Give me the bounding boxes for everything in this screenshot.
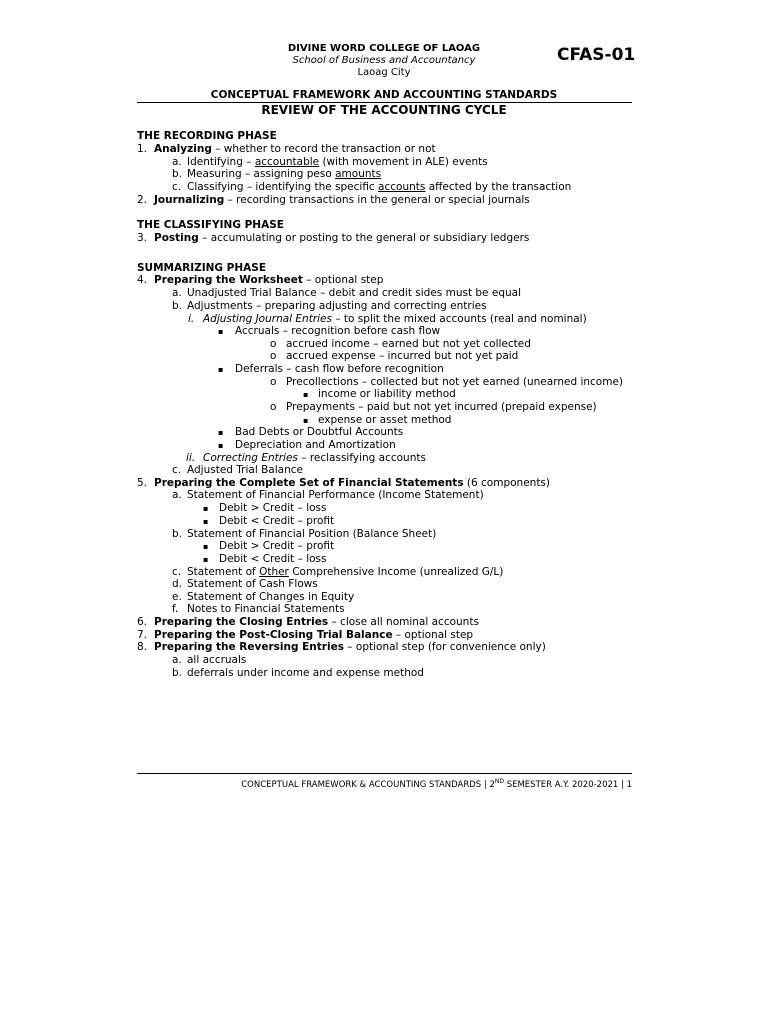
list-item-closing-entries	[137, 616, 637, 629]
classifying-phase-heading: THE CLASSIFYING PHASE	[137, 219, 284, 231]
item-text: Bad Debts or Doubtful Accounts	[235, 426, 404, 438]
item-text: Measuring – assigning peso	[187, 168, 336, 180]
item-number: 1.	[137, 143, 148, 155]
bullet-circle-icon: o	[270, 350, 277, 362]
underlined-term: amounts	[335, 168, 382, 180]
document-title: REVIEW OF THE ACCOUNTING CYCLE	[261, 103, 507, 117]
item-marker: b.	[172, 300, 183, 312]
college-name: DIVINE WORD COLLEGE OF LAOAG	[287, 43, 481, 54]
bullet-square-icon: ▪	[203, 542, 209, 551]
list-item-bs-loss	[203, 553, 632, 566]
item-text: Identifying –	[187, 156, 255, 168]
list-item-analyzing	[137, 143, 637, 156]
bullet-square-icon: ▪	[303, 416, 309, 425]
item-marker: e.	[172, 591, 182, 603]
underlined-term: accounts	[378, 181, 426, 193]
item-text: Statement of Financial Performance (Income Statement)	[187, 489, 484, 501]
bullet-circle-icon: o	[270, 401, 277, 413]
item-marker: i.	[188, 313, 195, 325]
list-item-accrued-expense	[270, 350, 632, 363]
bullet-square-icon: ▪	[218, 441, 224, 450]
list-item-bad-debts	[218, 426, 632, 439]
bullet-square-icon: ▪	[203, 555, 209, 564]
item-text: accrued expense – incurred but not yet paid	[286, 350, 519, 362]
item-term: Preparing the Complete Set of Financial Statements	[154, 477, 464, 489]
list-item-depreciation	[218, 439, 632, 452]
item-text: Statement of Financial Position (Balance Sheet)	[187, 528, 437, 540]
item-text: Debit > Credit – loss	[219, 502, 327, 514]
list-item-worksheet	[137, 274, 637, 287]
item-number: 3.	[137, 232, 148, 244]
item-text: Prepayments – paid but not yet incurred (prepaid expense)	[286, 401, 597, 413]
item-text: expense or asset method	[318, 414, 452, 426]
item-marker: d.	[172, 578, 183, 590]
item-text: Depreciation and Amortization	[235, 439, 396, 451]
item-marker: a.	[172, 156, 182, 168]
item-text: Debit < Credit – loss	[219, 553, 327, 565]
item-term: Preparing the Closing Entries	[154, 616, 329, 628]
underlined-term: accountable	[254, 156, 320, 168]
list-item-cash-flows	[172, 578, 632, 591]
item-marker: a.	[172, 489, 182, 501]
item-text: Adjustments – preparing adjusting and correcting entries	[187, 300, 487, 312]
list-item-adjusted-tb	[172, 464, 632, 477]
item-text: – recording transactions in the general or special journals	[224, 194, 530, 206]
item-text: Debit > Credit – profit	[219, 540, 335, 552]
city-name: Laoag City	[357, 67, 411, 78]
bullet-square-icon: ▪	[218, 365, 224, 374]
item-text: (6 components)	[463, 477, 550, 489]
item-marker: b.	[172, 528, 183, 540]
item-text: Accruals – recognition before cash flow	[235, 325, 441, 337]
item-text: – close all nominal accounts	[328, 616, 479, 628]
item-text: Unadjusted Trial Balance – debit and credit sides must be equal	[187, 287, 521, 299]
item-text: – reclassifying accounts	[297, 452, 426, 464]
item-term: Adjusting Journal Entries	[203, 313, 332, 325]
list-item-prepayments	[270, 401, 632, 414]
bullet-square-icon: ▪	[303, 390, 309, 399]
item-text: Comprehensive Income (unrealized G/L)	[288, 566, 504, 578]
bullet-square-icon: ▪	[203, 517, 209, 526]
item-text: – optional step	[392, 629, 474, 641]
item-text: – optional step (for convenience only)	[343, 641, 546, 653]
item-marker: a.	[172, 654, 182, 666]
list-item-unadjusted-tb	[172, 287, 632, 300]
item-text: Classifying – identifying the specific	[187, 181, 379, 193]
list-item-accruals	[218, 325, 632, 338]
footer-rule	[137, 773, 632, 774]
list-item-is-profit	[203, 515, 632, 528]
list-item-notes	[172, 603, 632, 616]
list-item-measuring	[172, 168, 632, 181]
list-item-posting	[137, 232, 637, 245]
item-term: Preparing the Worksheet	[154, 274, 303, 286]
underlined-term: Other	[259, 566, 289, 578]
item-number: 2.	[137, 194, 148, 206]
item-marker: ii.	[186, 452, 196, 464]
item-text: Adjusted Trial Balance	[187, 464, 303, 476]
item-text: – to split the mixed accounts (real and nominal)	[332, 313, 587, 325]
summarizing-phase-heading: SUMMARIZING PHASE	[137, 262, 267, 274]
item-number: 5.	[137, 477, 148, 489]
item-term: Journalizing	[154, 194, 225, 206]
bullet-circle-icon: o	[270, 338, 277, 350]
item-term: Preparing the Post-Closing Trial Balance	[154, 629, 393, 641]
item-marker: b.	[172, 667, 183, 679]
list-item-adjustments	[172, 300, 632, 313]
item-text: all accruals	[187, 654, 247, 666]
bullet-square-icon: ▪	[203, 504, 209, 513]
recording-phase-heading: THE RECORDING PHASE	[137, 130, 277, 142]
item-text: – accumulating or posting to the general or subsidiary ledgers	[198, 232, 530, 244]
item-text: Statement of	[187, 566, 260, 578]
subject-title: CONCEPTUAL FRAMEWORK AND ACCOUNTING STANDARDS	[210, 89, 558, 101]
bullet-square-icon: ▪	[218, 428, 224, 437]
item-text: accrued income – earned but not yet collected	[286, 338, 531, 350]
item-text: deferrals under income and expense method	[187, 667, 424, 679]
item-text: (with movement in ALE) events	[319, 156, 488, 168]
item-text: Statement of Cash Flows	[187, 578, 318, 590]
item-number: 7.	[137, 629, 148, 641]
item-text: Precollections – collected but not yet earned (unearned income)	[286, 376, 623, 388]
item-text: income or liability method	[318, 388, 456, 400]
footer-text: SEMESTER A.Y. 2020-2021 | 1	[504, 779, 632, 790]
footer-text: CONCEPTUAL FRAMEWORK & ACCOUNTING STANDARDS | 2	[241, 779, 495, 790]
item-text: affected by the transaction	[425, 181, 572, 193]
bullet-square-icon: ▪	[218, 327, 224, 336]
school-name: School of Business and Accountancy	[292, 55, 476, 66]
item-number: 4.	[137, 274, 148, 286]
list-item-deferrals-method	[172, 667, 632, 680]
list-item-is-loss	[203, 502, 632, 515]
list-item-deferrals	[218, 363, 632, 376]
item-term: Posting	[154, 232, 199, 244]
item-text: Notes to Financial Statements	[187, 603, 345, 615]
item-marker: f.	[172, 603, 179, 615]
item-marker: c.	[172, 464, 182, 476]
item-text: – optional step	[302, 274, 384, 286]
page-footer	[137, 776, 632, 791]
list-item-journalizing	[137, 194, 637, 207]
item-marker: c.	[172, 181, 182, 193]
item-term: Correcting Entries	[203, 452, 298, 464]
list-item-classifying	[172, 181, 632, 194]
list-item-income-statement	[172, 489, 632, 502]
item-text: Deferrals – cash flow before recognition	[235, 363, 444, 375]
item-term: Analyzing	[154, 143, 212, 155]
list-item-bs-profit	[203, 540, 632, 553]
item-term: Preparing the Reversing Entries	[154, 641, 344, 653]
item-marker: c.	[172, 566, 182, 578]
list-item-income-method	[303, 388, 632, 401]
item-text: Statement of Changes in Equity	[187, 591, 355, 603]
item-number: 6.	[137, 616, 148, 628]
bullet-circle-icon: o	[270, 376, 277, 388]
item-text: – whether to record the transaction or not	[211, 143, 436, 155]
list-item-reversing-entries	[137, 641, 637, 654]
course-code: CFAS-01	[557, 45, 636, 65]
item-marker: a.	[172, 287, 182, 299]
list-item-all-accruals	[172, 654, 632, 667]
item-text: Debit < Credit – profit	[219, 515, 335, 527]
item-number: 8.	[137, 641, 148, 653]
item-marker: b.	[172, 168, 183, 180]
footer-superscript: ND	[494, 778, 504, 785]
